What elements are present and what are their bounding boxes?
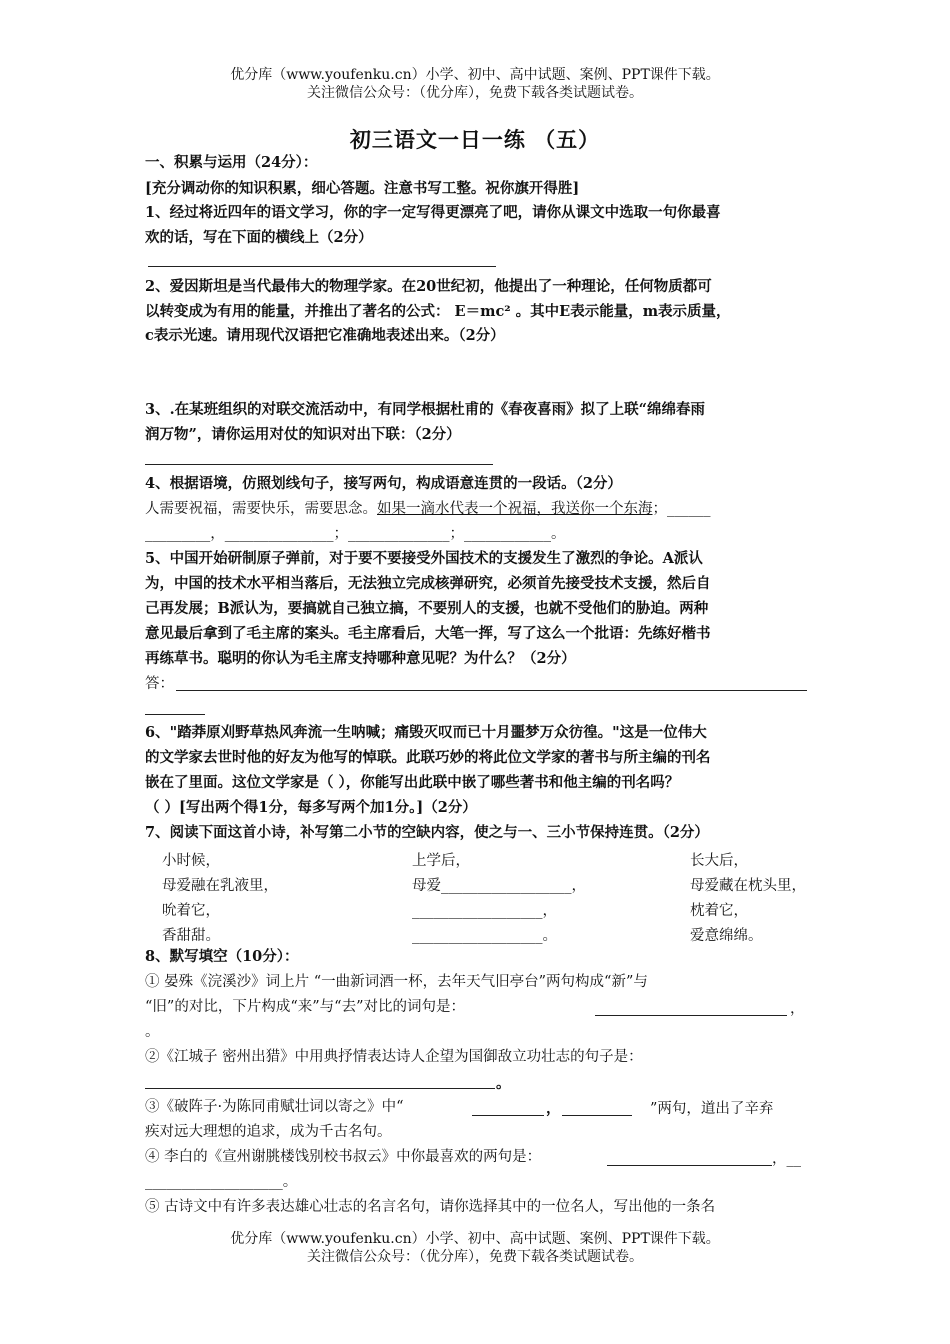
q3-answer-line[interactable] [145, 464, 493, 465]
q6-line-4: （ ）[写出两个得1分，每多写两个加1分。]（2分） [145, 799, 477, 816]
page-footer [0, 1230, 950, 1266]
q5-answer-line-1[interactable] [176, 690, 807, 691]
q8-item-4-text: ④ 李白的《宣州谢朓楼饯别校书叔云》中你最喜欢的两句是： [145, 1149, 542, 1165]
q8-item-3-line-2: 疾对远大理想的追求，成为千古名句。 [145, 1124, 392, 1140]
poem-line: 小时候， [162, 853, 220, 869]
q1-answer-line[interactable] [148, 266, 496, 267]
q8-item-5-line-1: ⑤ 古诗文中有许多表达雄心壮志的名言名句，请你选择其中的一位名人，写出他的一条名 [145, 1199, 716, 1215]
q8-item-1-line-3: 。 [145, 1024, 160, 1040]
poem-blank-line[interactable]: __________________， [412, 903, 557, 919]
q8-item-1-comma: ， [790, 1001, 805, 1017]
q5-line-1: 5、中国开始研制原子弹前，对于要不要接受外国技术的支援发生了激烈的争论。A派认 [145, 550, 703, 567]
q4-text-a: 人需要祝福，需要快乐，需要思念。 [145, 501, 377, 517]
header-line-2: 关注微信公众号：（优分库），免费下载各类试题试卷。 [307, 85, 643, 101]
q8-item-1-line-2 [145, 997, 815, 1017]
poem-line: 香甜甜。 [162, 928, 220, 944]
page-header [0, 66, 950, 102]
q8-item-2-line-1: ②《江城子 密州出猎》中用典抒情表达诗人企望为国御敌立功壮志的句子是： [145, 1049, 643, 1065]
q8-item-4-comma: ，__ [772, 1151, 801, 1167]
q8-item-3-blank-2[interactable] [562, 1115, 632, 1116]
q8-heading: 8、默写填空（10分）： [145, 948, 299, 965]
page-title: 初三语文一日一练 （五） [349, 127, 601, 152]
q2-line-3: c表示光速。请用现代汉语把它准确地表述出来。（2分） [145, 327, 505, 344]
poem-line: 母爱融在乳液里， [162, 878, 278, 894]
poem-line: 爱意绵绵。 [690, 928, 763, 944]
poem-stanza-2[interactable] [412, 849, 586, 949]
q1-line-1: 1、经过将近四年的语文学习，你的字一定写得更漂亮了吧，请你从课文中选取一句你最喜 [145, 204, 721, 221]
q2-line-1: 2、爱因斯坦是当代最伟大的物理学家。在20世纪初，他提出了一种理论，任何物质都可 [145, 278, 712, 295]
poem-line: 上学后， [412, 853, 470, 869]
q8-item-1-blank[interactable] [595, 1015, 787, 1016]
q3-line-1: 3、.在某班组织的对联交流活动中，有同学根据杜甫的《春夜喜雨》拟了上联“绵绵春雨 [145, 401, 705, 418]
q8-item-3-comma: ， [546, 1100, 561, 1117]
q4-line-3[interactable]: _________，_______________；______________；____________。 [145, 526, 566, 542]
q4-line-1: 4、根据语境，仿照划线句子，接写两句，构成语意连贯的一段话。（2分） [145, 475, 622, 492]
q5-line-5: 再练草书。聪明的你认为毛主席支持哪种意见呢？为什么？（2分） [145, 650, 576, 667]
poem-stanza-3 [690, 849, 806, 949]
poem-line: 母爱藏在枕头里， [690, 878, 806, 894]
q8-item-3-blank-1[interactable] [472, 1115, 544, 1116]
poem-line: 枕着它， [690, 903, 748, 919]
q1-line-2: 欢的话，写在下面的横线上（2分） [145, 229, 373, 246]
q8-item-4-line-1 [145, 1147, 815, 1167]
q8-item-4-blank-1[interactable] [607, 1165, 772, 1166]
footer-line-2: 关注微信公众号：（优分库），免费下载各类试题试卷。 [307, 1249, 643, 1265]
q4-text-b: ；______ [652, 501, 711, 517]
q5-line-4: 意见最后拿到了毛主席的案头。毛主席看后，大笔一挥，写了这么一个批语：先练好楷书 [145, 625, 711, 642]
q7-heading: 7、阅读下面这首小诗，补写第二小节的空缺内容，使之与一、三小节保持连贯。（2分） [145, 824, 709, 841]
q4-underlined-sentence: 如果一滴水代表一个祝福，我送你一个东海 [377, 501, 653, 517]
q5-answer-label: 答： [145, 676, 174, 692]
section-heading: 一、积累与运用（24分）： [145, 154, 318, 171]
poem-blank-line[interactable]: 母爱__________________， [412, 878, 586, 894]
poem-line: 吮着它， [162, 903, 220, 919]
q8-item-1-text: “旧”的对比，下片构成“来”与“去”对比的词句是： [145, 999, 465, 1015]
q6-line-3: 嵌在了里面。这位文学家是（ ），你能写出此联中嵌了哪些著书和他主编的刊名吗？ [145, 774, 680, 791]
q8-item-2-period: 。 [496, 1075, 511, 1092]
q8-item-3-text-c: ”两句，道出了辛弃 [650, 1101, 774, 1117]
q8-item-2-blank[interactable] [145, 1088, 495, 1089]
q8-item-1-line-1: ① 晏殊《浣溪沙》词上片 “一曲新词酒一杯，去年天气旧亭台”两句构成“新”与 [145, 974, 648, 990]
q8-item-3-text-a: ③《破阵子·为陈同甫赋壮词以寄之》中“ [145, 1099, 404, 1115]
q5-line-3: 己再发展；B派认为，要搞就自己独立搞，不要别人的支援，也就不受他们的胁迫。两种 [145, 600, 709, 617]
footer-line-1: 优分库（www.youfenku.cn）小学、初中、高中试题、案例、PPT课件下载。 [230, 1231, 720, 1247]
q8-item-4-line-2[interactable]: ___________________。 [145, 1174, 298, 1190]
q5-line-2: 为，中国的技术水平相当落后，无法独立完成核弹研究，必须首先接受技术支援，然后自 [145, 575, 711, 592]
q6-line-2: 的文学家去世时他的好友为他写的悼联。此联巧妙的将此位文学家的著书与所主编的刊名 [145, 749, 711, 766]
q5-answer-line-2[interactable] [145, 714, 205, 715]
header-line-1: 优分库（www.youfenku.cn）小学、初中、高中试题、案例、PPT课件下载。 [230, 67, 720, 83]
section-note: [充分调动你的知识积累，细心答题。注意书写工整。祝你旗开得胜] [145, 180, 580, 197]
q4-line-2 [145, 499, 815, 519]
poem-line: 长大后， [690, 853, 748, 869]
q6-line-1: 6、"踏莽原刈野草热风奔流一生呐喊；痛毁灭叹而已十月噩梦万众彷徨。"这是一位伟大 [145, 724, 707, 741]
poem-blank-line[interactable]: __________________。 [412, 928, 557, 944]
q2-line-2: 以转变成为有用的能量，并推出了著名的公式： E＝mc² 。其中E表示能量，m表示质量， [145, 303, 731, 320]
q3-line-2: 润万物”，请你运用对仗的知识对出下联：（2分） [145, 426, 461, 443]
poem-stanza-1 [162, 849, 278, 949]
